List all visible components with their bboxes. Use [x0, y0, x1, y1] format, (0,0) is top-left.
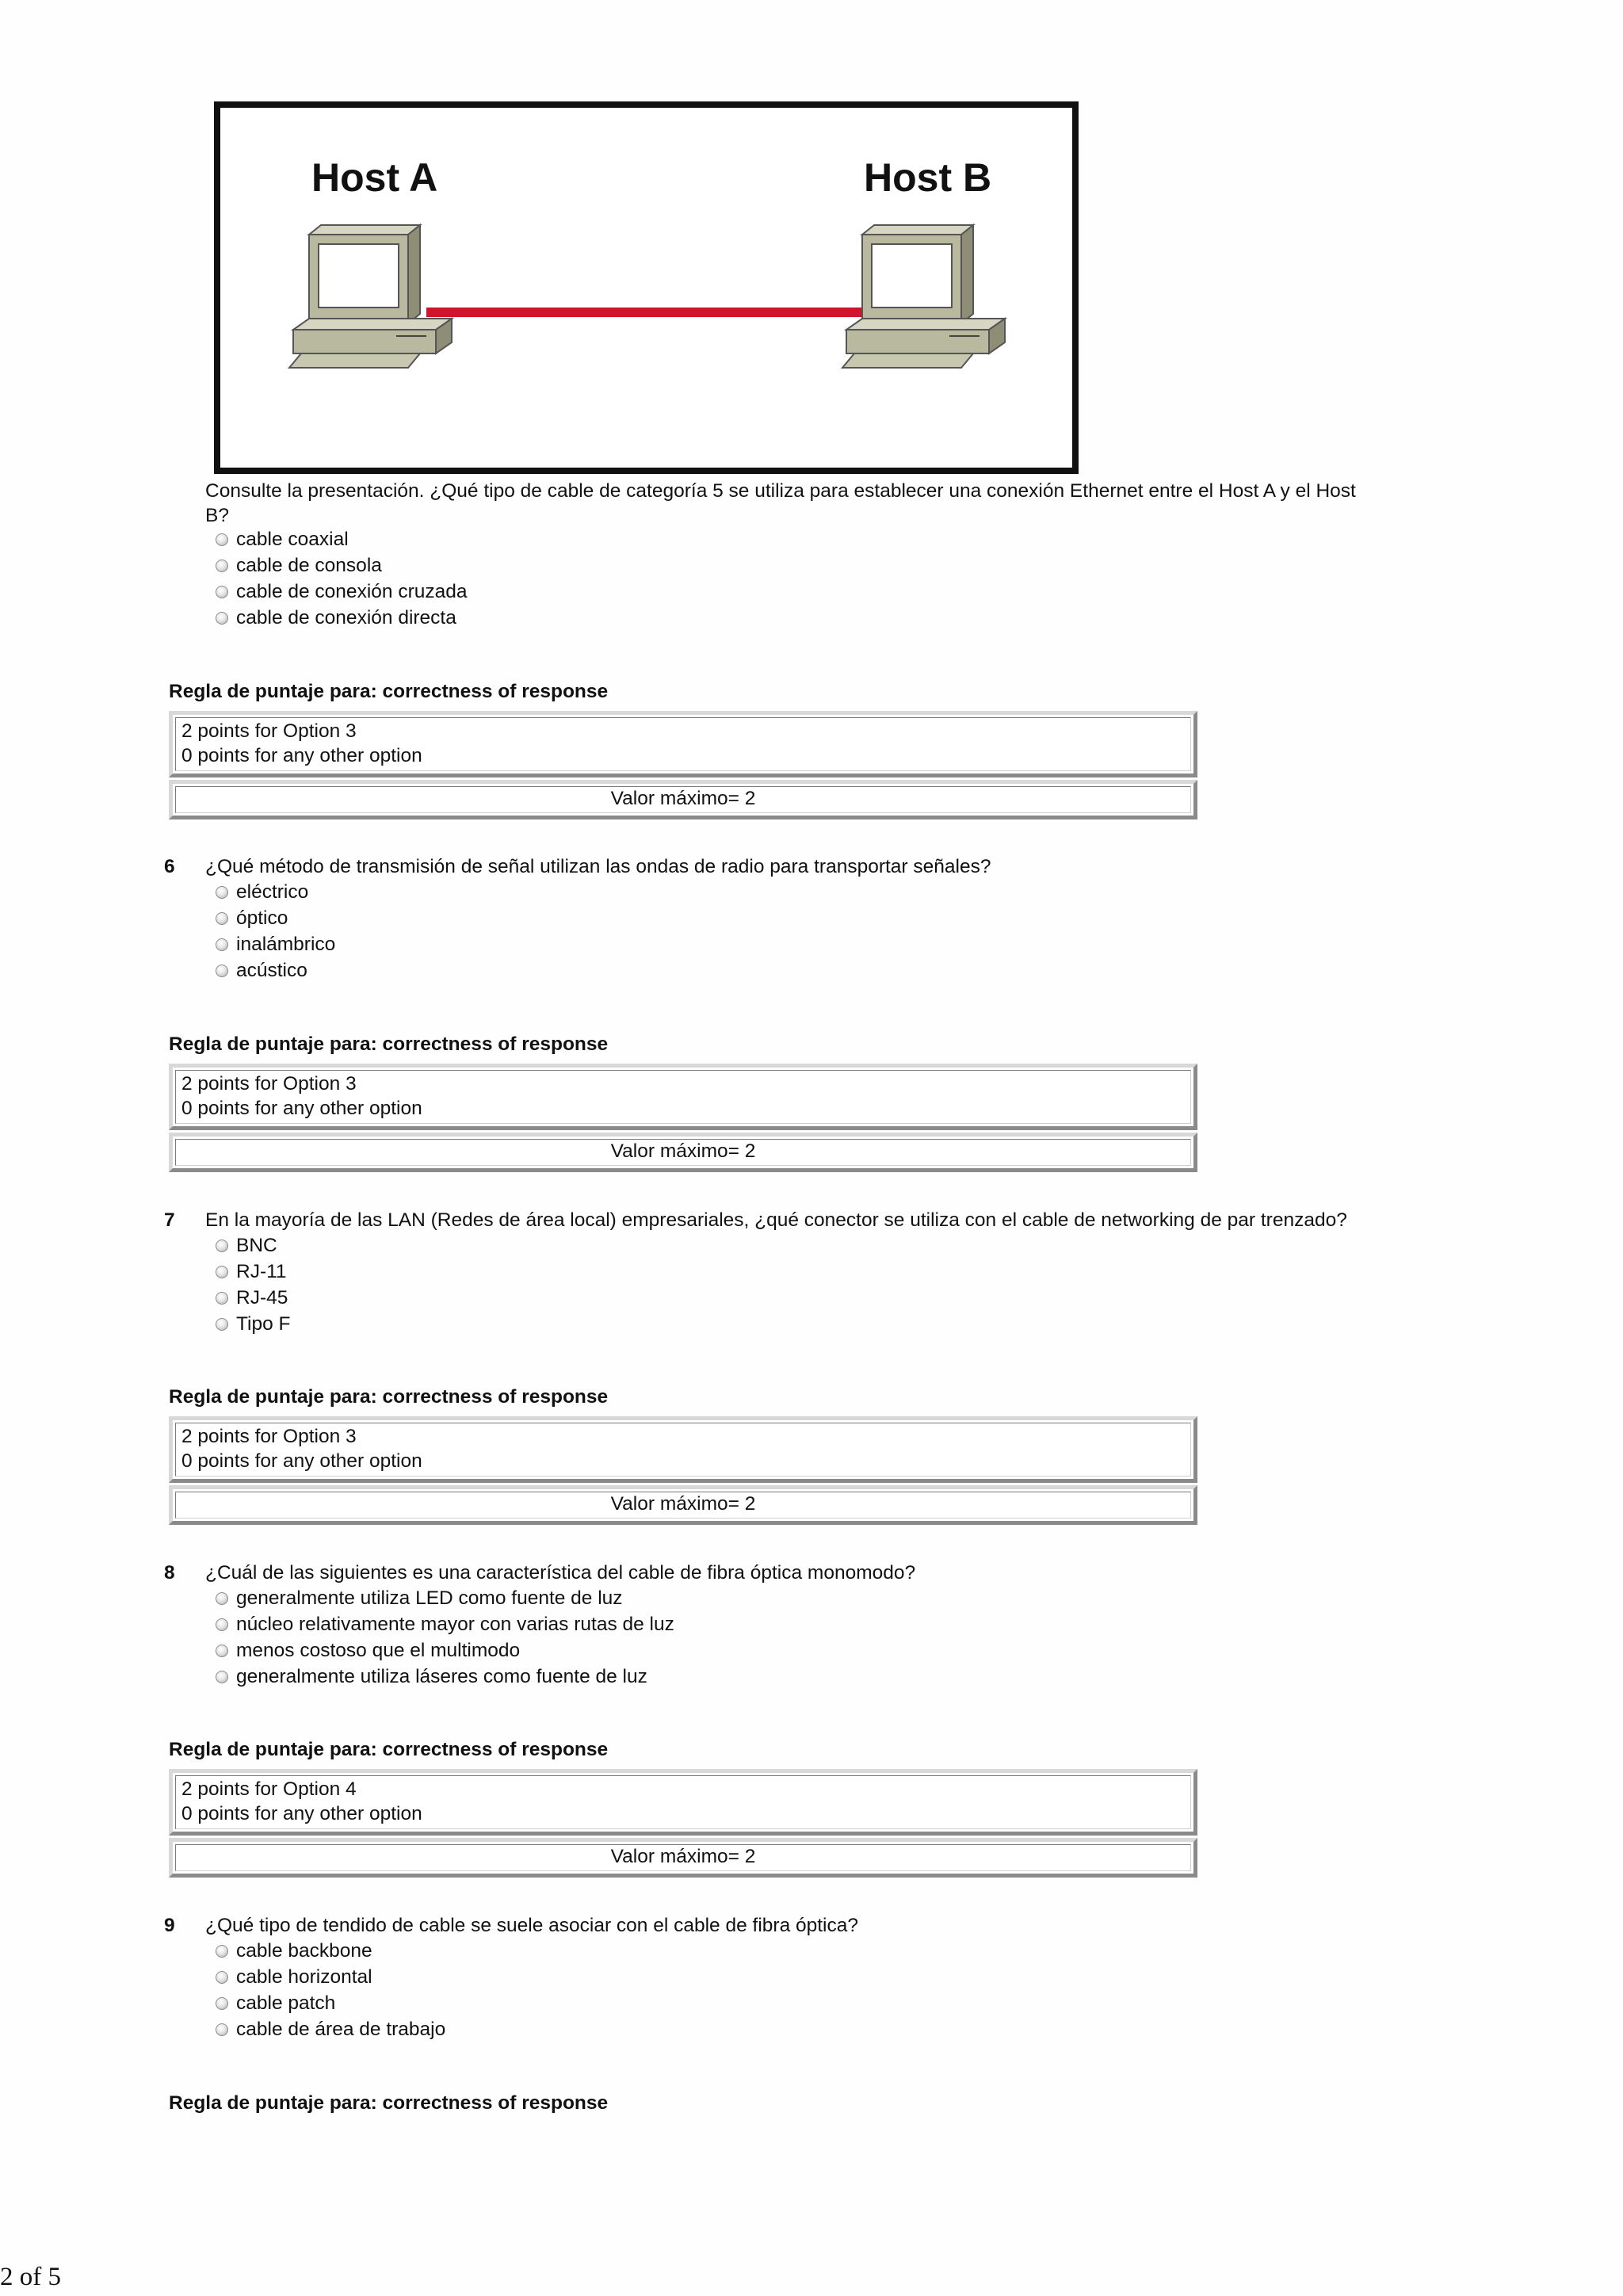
max-value: Valor máximo= 2: [610, 1493, 756, 1515]
option-label: inalámbrico: [236, 934, 336, 955]
option-label: BNC: [236, 1235, 277, 1256]
rule-line: 0 points for any other option: [181, 1450, 422, 1472]
option-label: acústico: [236, 960, 307, 981]
host-a-computer-icon: [289, 225, 452, 368]
rule-line: 0 points for any other option: [181, 745, 422, 766]
option-row[interactable]: [236, 605, 456, 631]
max-value-box: [169, 1133, 1197, 1172]
radio-button[interactable]: [216, 938, 228, 951]
rule-line: 2 points for Option 3: [181, 1426, 357, 1447]
question-number: 6: [164, 856, 175, 877]
max-value-box: [169, 1838, 1197, 1878]
max-value: Valor máximo= 2: [610, 1846, 756, 1867]
scoring-rule-title: Regla de puntaje para: correctness of response: [169, 681, 609, 702]
option-row[interactable]: [236, 1259, 287, 1285]
option-label: cable de consola: [236, 555, 382, 576]
option-row[interactable]: [236, 2016, 446, 2042]
option-row[interactable]: [236, 1285, 288, 1311]
option-label: menos costoso que el multimodo: [236, 1640, 521, 1661]
question-text: Consulte la presentación. ¿Qué tipo de cable de categoría 5 se utiliza para establecer una conexión Ethernet entre el Host A y el Host B?: [205, 480, 1356, 526]
radio-button[interactable]: [216, 1971, 228, 1984]
radio-button[interactable]: [216, 1997, 228, 2010]
option-label: Tipo F: [236, 1313, 291, 1335]
option-row[interactable]: [236, 905, 288, 931]
radio-button[interactable]: [216, 1671, 228, 1683]
radio-button[interactable]: [216, 1240, 228, 1252]
radio-button[interactable]: [216, 2023, 228, 2036]
scoring-rule-box: [169, 1064, 1197, 1130]
option-row[interactable]: [236, 1232, 277, 1259]
page-number: 2 of 5: [0, 2263, 61, 2291]
option-row[interactable]: [236, 1585, 623, 1611]
option-label: cable backbone: [236, 1940, 372, 1962]
question-number: 9: [164, 1915, 175, 1936]
option-row[interactable]: [236, 1611, 674, 1637]
option-label: cable de conexión cruzada: [236, 581, 468, 602]
radio-button[interactable]: [216, 886, 228, 899]
host-b-computer-icon: [842, 225, 1005, 368]
rule-line: 2 points for Option 4: [181, 1778, 357, 1800]
option-row[interactable]: [236, 1938, 372, 1964]
radio-button[interactable]: [216, 1645, 228, 1657]
host-b-label: Host B: [864, 155, 992, 200]
option-label: núcleo relativamente mayor con varias rutas de luz: [236, 1614, 674, 1635]
question-text: ¿Qué tipo de tendido de cable se suele asociar con el cable de fibra óptica?: [205, 1915, 859, 1936]
option-label: generalmente utiliza láseres como fuente de luz: [236, 1666, 647, 1687]
question-text: En la mayoría de las LAN (Redes de área local) empresariales, ¿qué conector se utiliza con el cable de networking de par trenzado?: [205, 1209, 1347, 1231]
rule-line: 2 points for Option 3: [181, 1073, 357, 1095]
question-number: 8: [164, 1562, 175, 1584]
scoring-rule-box: [169, 711, 1197, 777]
option-row[interactable]: [236, 1311, 291, 1337]
radio-button[interactable]: [216, 560, 228, 572]
option-row[interactable]: [236, 1990, 336, 2016]
radio-button[interactable]: [216, 1618, 228, 1631]
radio-button[interactable]: [216, 1945, 228, 1958]
option-row[interactable]: [236, 1964, 372, 1990]
radio-button[interactable]: [216, 586, 228, 598]
max-value: Valor máximo= 2: [610, 1140, 756, 1162]
option-label: cable horizontal: [236, 1966, 372, 1988]
max-value: Valor máximo= 2: [610, 788, 756, 809]
option-row[interactable]: [236, 1664, 647, 1690]
max-value-box: [169, 1485, 1197, 1525]
scoring-rule-title: Regla de puntaje para: correctness of response: [169, 1739, 609, 1760]
scoring-rule-title: Regla de puntaje para: correctness of response: [169, 2092, 609, 2114]
option-label: óptico: [236, 907, 288, 929]
scoring-rule-title: Regla de puntaje para: correctness of response: [169, 1033, 609, 1055]
radio-button[interactable]: [216, 533, 228, 546]
option-row[interactable]: [236, 1637, 521, 1664]
network-diagram: [214, 101, 1079, 474]
question-number: 7: [164, 1209, 175, 1231]
radio-button[interactable]: [216, 1592, 228, 1605]
radio-button[interactable]: [216, 1318, 228, 1331]
scoring-rule-box: [169, 1416, 1197, 1483]
option-label: eléctrico: [236, 881, 309, 903]
question-text: ¿Qué método de transmisión de señal utilizan las ondas de radio para transportar señales?: [205, 856, 991, 877]
option-label: cable patch: [236, 1992, 336, 2014]
option-label: RJ-45: [236, 1287, 288, 1308]
option-row[interactable]: [236, 526, 349, 552]
radio-button[interactable]: [216, 912, 228, 925]
radio-button[interactable]: [216, 1266, 228, 1278]
max-value-box: [169, 780, 1197, 819]
host-a-label: Host A: [311, 155, 438, 200]
option-row[interactable]: [236, 931, 336, 957]
radio-button[interactable]: [216, 965, 228, 977]
option-label: cable de área de trabajo: [236, 2019, 446, 2040]
option-label: RJ-11: [236, 1261, 287, 1282]
ethernet-cable: [426, 308, 874, 317]
scoring-rule-title: Regla de puntaje para: correctness of response: [169, 1386, 609, 1408]
option-row[interactable]: [236, 957, 307, 984]
option-row[interactable]: [236, 552, 382, 579]
option-label: cable de conexión directa: [236, 607, 456, 628]
rule-line: 0 points for any other option: [181, 1803, 422, 1824]
scoring-rule-box: [169, 1769, 1197, 1836]
option-label: generalmente utiliza LED como fuente de luz: [236, 1587, 623, 1609]
option-row[interactable]: [236, 879, 309, 905]
radio-button[interactable]: [216, 1292, 228, 1305]
radio-button[interactable]: [216, 612, 228, 625]
rule-line: 2 points for Option 3: [181, 720, 357, 742]
option-label: cable coaxial: [236, 529, 349, 550]
option-row[interactable]: [236, 579, 468, 605]
rule-line: 0 points for any other option: [181, 1098, 422, 1119]
question-text: ¿Cuál de las siguientes es una característica del cable de fibra óptica monomodo?: [205, 1562, 916, 1584]
